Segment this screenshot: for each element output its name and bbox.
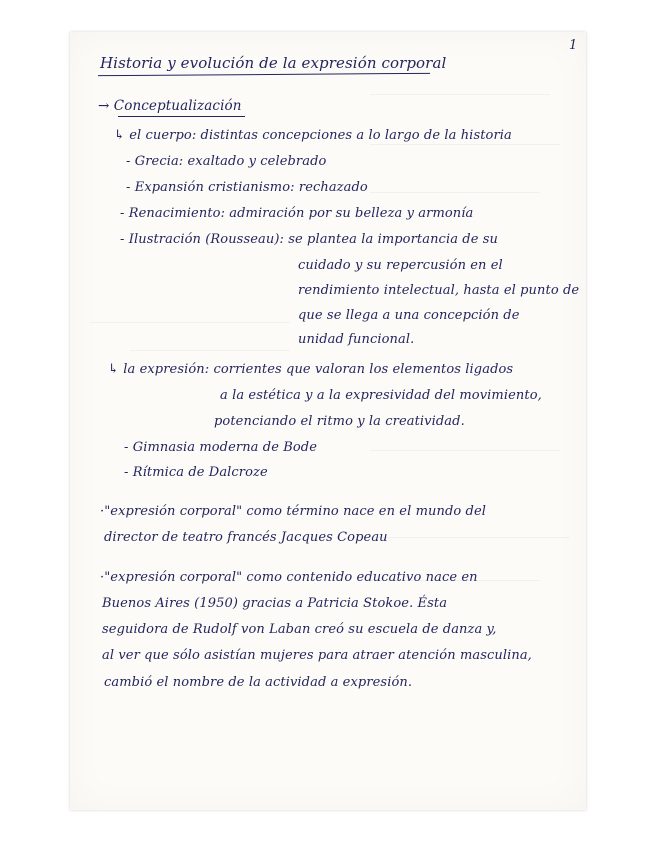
cuerpo-item-cristianismo: - Expansión cristianismo: rechazado (126, 180, 368, 195)
cuerpo-item-grecia: - Grecia: exaltado y celebrado (126, 154, 327, 169)
ilustracion-continuation-line: unidad funcional. (298, 332, 415, 347)
page-number: 1 (569, 38, 578, 53)
page-title: Historia y evolución de la expresión corporal (100, 54, 447, 72)
ilustracion-continuation-line: cuidado y su repercusión en el (298, 258, 503, 273)
ilustracion-continuation-line: que se llega a una concepción de (298, 308, 520, 323)
expresion-item-dalcroze: - Rítmica de Dalcroze (124, 465, 268, 480)
paragraph-copeau-line: ·"expresión corporal" como término nace en el mundo del (100, 504, 487, 519)
cuerpo-item-renacimiento: - Renacimiento: admiración por su belleza y armonía (120, 206, 474, 221)
expresion-continuation-line: a la estética y a la expresividad del movimiento, (220, 388, 542, 403)
ilustracion-continuation-line: rendimiento intelectual, hasta el punto de (298, 283, 580, 298)
section-heading-underline (118, 116, 245, 117)
title-underline (98, 73, 430, 76)
paragraph-stokoe-line: ·"expresión corporal" como contenido educativo nace en (100, 570, 478, 585)
paragraph-stokoe-line: seguidora de Rudolf von Laban creó su escuela de danza y, (102, 622, 497, 637)
paragraph-copeau-line: director de teatro francés Jacques Copeau (104, 530, 388, 545)
expresion-item-bode: - Gimnasia moderna de Bode (124, 440, 318, 455)
paragraph-stokoe-line: Buenos Aires (1950) gracias a Patricia Stokoe. Ésta (102, 596, 448, 611)
section-heading-conceptualizacion: → Conceptualización (98, 98, 242, 114)
expresion-line: ↳ la expresión: corrientes que valoran los elementos ligados (108, 362, 514, 377)
cuerpo-item-ilustracion: - Ilustración (Rousseau): se plantea la importancia de su (120, 232, 498, 247)
expresion-continuation-line: potenciando el ritmo y la creatividad. (214, 414, 465, 429)
paragraph-stokoe-line: cambió el nombre de la actividad a expresión. (104, 675, 413, 690)
paragraph-stokoe-line: al ver que sólo asistían mujeres para atraer atención masculina, (102, 648, 532, 663)
cuerpo-line: ↳ el cuerpo: distintas concepciones a lo largo de la historia (114, 128, 512, 143)
notebook-page (70, 32, 586, 810)
